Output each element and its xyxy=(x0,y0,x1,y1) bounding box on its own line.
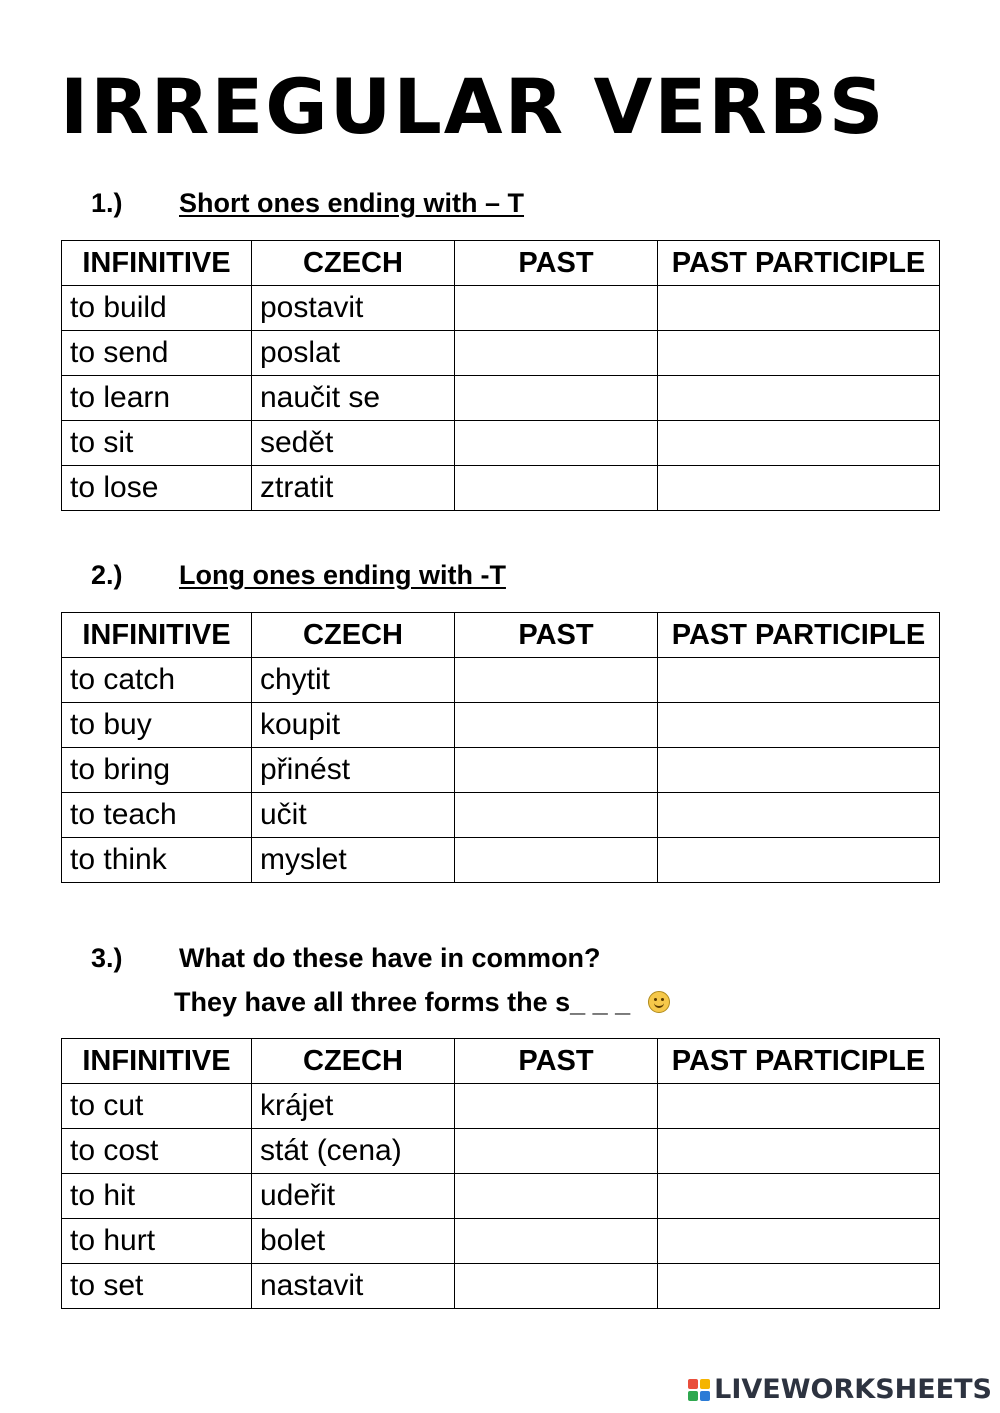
infinitive-cell: to cost xyxy=(62,1129,252,1174)
table-row xyxy=(62,421,940,466)
czech-cell: udeřit xyxy=(252,1174,455,1219)
section-title: Short ones ending with – T xyxy=(179,188,525,218)
czech-cell: ztratit xyxy=(252,466,455,511)
past-answer-field[interactable] xyxy=(455,1084,658,1129)
czech-cell: poslat xyxy=(252,331,455,376)
past-answer-field[interactable] xyxy=(455,421,658,466)
infinitive-cell: to build xyxy=(62,286,252,331)
table-row xyxy=(62,658,940,703)
header-czech: CZECH xyxy=(252,613,455,658)
header-czech: CZECH xyxy=(252,1039,455,1084)
infinitive-cell: to catch xyxy=(62,658,252,703)
brand-name: LIVEWORKSHEETS xyxy=(714,1374,992,1405)
section-1-heading xyxy=(91,186,524,220)
section-question: What do these have in common? xyxy=(179,943,601,973)
infinitive-cell: to sit xyxy=(62,421,252,466)
table-header-row xyxy=(62,241,940,286)
table-header-row xyxy=(62,613,940,658)
past-participle-answer-field[interactable] xyxy=(658,331,940,376)
czech-cell: přinést xyxy=(252,748,455,793)
past-answer-field[interactable] xyxy=(455,838,658,883)
infinitive-cell: to teach xyxy=(62,793,252,838)
past-participle-answer-field[interactable] xyxy=(658,748,940,793)
section-number: 1.) xyxy=(91,188,123,218)
past-answer-field[interactable] xyxy=(455,286,658,331)
past-participle-answer-field[interactable] xyxy=(658,838,940,883)
infinitive-cell: to send xyxy=(62,331,252,376)
table-row xyxy=(62,331,940,376)
table-row xyxy=(62,1084,940,1129)
czech-cell: myslet xyxy=(252,838,455,883)
section-number: 2.) xyxy=(91,560,123,590)
past-answer-field[interactable] xyxy=(455,1264,658,1309)
czech-cell: bolet xyxy=(252,1219,455,1264)
past-answer-field[interactable] xyxy=(455,466,658,511)
table-row xyxy=(62,703,940,748)
verbs-table-3 xyxy=(61,1038,940,1309)
verbs-table-1 xyxy=(61,240,940,511)
header-infinitive: INFINITIVE xyxy=(62,1039,252,1084)
past-participle-answer-field[interactable] xyxy=(658,1264,940,1309)
table-row xyxy=(62,376,940,421)
past-participle-answer-field[interactable] xyxy=(658,1129,940,1174)
infinitive-cell: to lose xyxy=(62,466,252,511)
infinitive-cell: to think xyxy=(62,838,252,883)
past-answer-field[interactable] xyxy=(455,331,658,376)
infinitive-cell: to set xyxy=(62,1264,252,1309)
header-infinitive: INFINITIVE xyxy=(62,241,252,286)
infinitive-cell: to learn xyxy=(62,376,252,421)
table-row xyxy=(62,748,940,793)
section-title: Long ones ending with -T xyxy=(179,560,506,590)
past-answer-field[interactable] xyxy=(455,793,658,838)
section-2-heading xyxy=(91,558,506,592)
header-past: PAST xyxy=(455,1039,658,1084)
table-row xyxy=(62,838,940,883)
czech-cell: koupit xyxy=(252,703,455,748)
page-title: IRREGULAR VERBS xyxy=(60,62,886,151)
smiley-icon xyxy=(648,991,670,1013)
header-past: PAST xyxy=(455,241,658,286)
czech-cell: sedět xyxy=(252,421,455,466)
czech-cell: naučit se xyxy=(252,376,455,421)
past-participle-answer-field[interactable] xyxy=(658,376,940,421)
table-row xyxy=(62,286,940,331)
past-participle-answer-field[interactable] xyxy=(658,658,940,703)
czech-cell: učit xyxy=(252,793,455,838)
czech-cell: nastavit xyxy=(252,1264,455,1309)
infinitive-cell: to bring xyxy=(62,748,252,793)
header-past-participle: PAST PARTICIPLE xyxy=(658,1039,940,1084)
past-answer-field[interactable] xyxy=(455,376,658,421)
past-participle-answer-field[interactable] xyxy=(658,286,940,331)
infinitive-cell: to hit xyxy=(62,1174,252,1219)
table-row xyxy=(62,1174,940,1219)
past-answer-field[interactable] xyxy=(455,1129,658,1174)
infinitive-cell: to hurt xyxy=(62,1219,252,1264)
past-participle-answer-field[interactable] xyxy=(658,421,940,466)
past-answer-field[interactable] xyxy=(455,1219,658,1264)
header-past: PAST xyxy=(455,613,658,658)
verbs-table-2 xyxy=(61,612,940,883)
table-row xyxy=(62,1129,940,1174)
table-row xyxy=(62,1219,940,1264)
table-row xyxy=(62,793,940,838)
header-past-participle: PAST PARTICIPLE xyxy=(658,241,940,286)
header-czech: CZECH xyxy=(252,241,455,286)
czech-cell: postavit xyxy=(252,286,455,331)
past-answer-field[interactable] xyxy=(455,703,658,748)
past-participle-answer-field[interactable] xyxy=(658,1084,940,1129)
infinitive-cell: to cut xyxy=(62,1084,252,1129)
past-participle-answer-field[interactable] xyxy=(658,793,940,838)
past-answer-field[interactable] xyxy=(455,1174,658,1219)
past-participle-answer-field[interactable] xyxy=(658,1219,940,1264)
czech-cell: stát (cena) xyxy=(252,1129,455,1174)
past-participle-answer-field[interactable] xyxy=(658,1174,940,1219)
section-3-subheading xyxy=(174,985,670,1019)
table-row xyxy=(62,466,940,511)
past-answer-field[interactable] xyxy=(455,658,658,703)
section-3-heading xyxy=(91,941,601,975)
past-participle-answer-field[interactable] xyxy=(658,466,940,511)
brand-footer xyxy=(688,1374,992,1405)
past-answer-field[interactable] xyxy=(455,748,658,793)
header-infinitive: INFINITIVE xyxy=(62,613,252,658)
section-hint: They have all three forms the s_ _ _ xyxy=(174,987,631,1017)
table-row xyxy=(62,1264,940,1309)
czech-cell: krájet xyxy=(252,1084,455,1129)
section-number: 3.) xyxy=(91,943,123,973)
past-participle-answer-field[interactable] xyxy=(658,703,940,748)
infinitive-cell: to buy xyxy=(62,703,252,748)
liveworksheets-logo-icon xyxy=(688,1379,710,1401)
table-header-row xyxy=(62,1039,940,1084)
header-past-participle: PAST PARTICIPLE xyxy=(658,613,940,658)
czech-cell: chytit xyxy=(252,658,455,703)
